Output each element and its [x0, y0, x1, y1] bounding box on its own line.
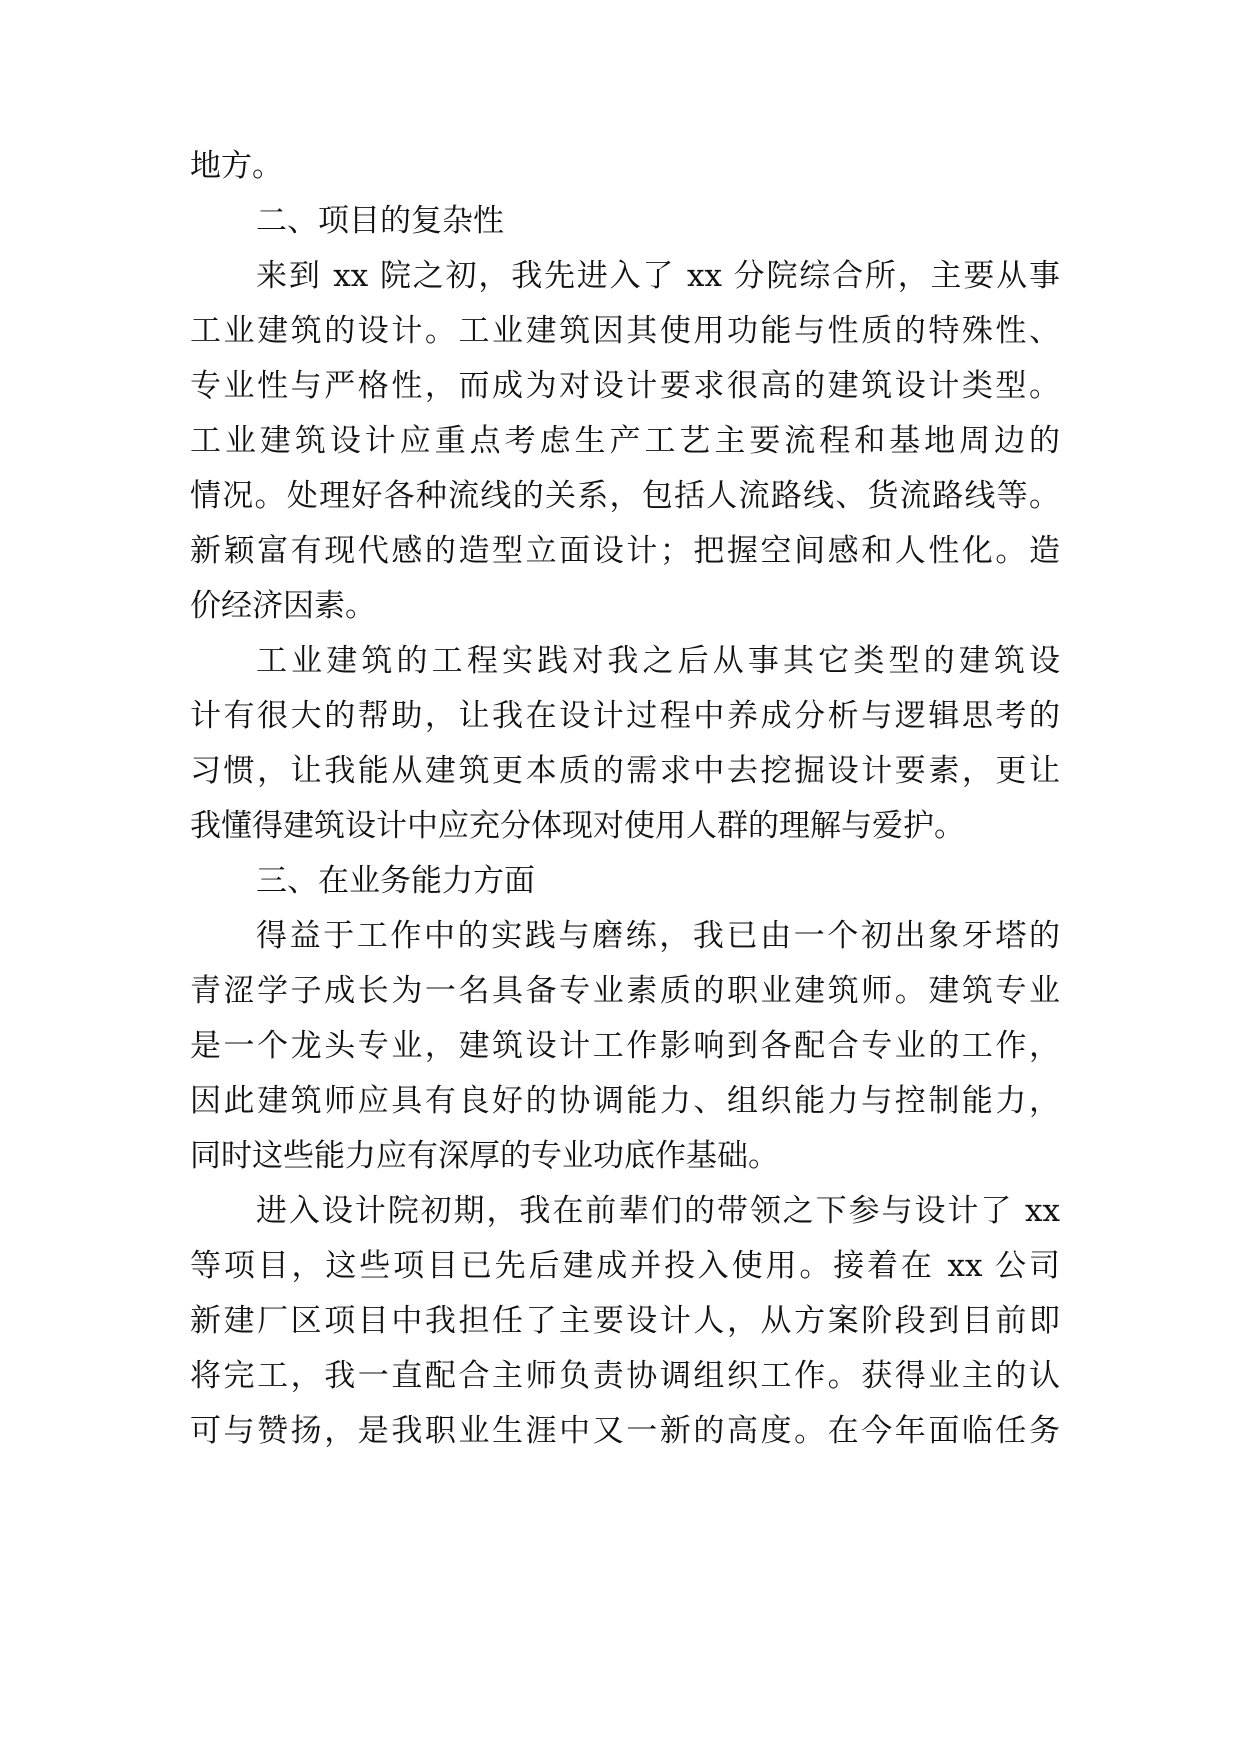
text-line: 工业建筑的工程实践对我之后从事其它类型的建筑设 — [256, 643, 1060, 679]
text-line: 专业性与严格性，而成为对设计要求很高的建筑设计类型。 — [190, 368, 1060, 404]
text-line: 同时这些能力应有深厚的专业功底作基础。 — [190, 1138, 779, 1174]
text-line: 因此建筑师应具有良好的协调能力、组织能力与控制能力， — [190, 1083, 1060, 1119]
text-line: 地方。 — [190, 148, 283, 184]
text-line: 是一个龙头专业，建筑设计工作影响到各配合专业的工作， — [190, 1028, 1060, 1064]
text-line: 来到 xx 院之初，我先进入了 xx 分院综合所，主要从事 — [256, 258, 1060, 294]
section-heading: 二、项目的复杂性 — [256, 203, 504, 239]
text-line: 可与赞扬，是我职业生涯中又一新的高度。在今年面临任务 — [190, 1413, 1060, 1449]
text-line: 情况。处理好各种流线的关系，包括人流路线、货流路线等。 — [190, 478, 1060, 514]
text-line: 新建厂区项目中我担任了主要设计人，从方案阶段到目前即 — [190, 1303, 1060, 1339]
text-line: 计有很大的帮助，让我在设计过程中养成分析与逻辑思考的 — [190, 698, 1060, 734]
text-line: 价经济因素。 — [190, 588, 376, 624]
text-line: 习惯，让我能从建筑更本质的需求中去挖掘设计要素，更让 — [190, 753, 1060, 789]
text-line: 青涩学子成长为一名具备专业素质的职业建筑师。建筑专业 — [190, 973, 1060, 1009]
text-line: 进入设计院初期，我在前辈们的带领之下参与设计了 xx — [256, 1193, 1060, 1229]
section-heading: 三、在业务能力方面 — [256, 863, 535, 899]
text-line: 我懂得建筑设计中应充分体现对使用人群的理解与爱护。 — [190, 808, 965, 844]
text-line: 新颖富有现代感的造型立面设计；把握空间感和人性化。造 — [190, 533, 1060, 569]
text-line: 将完工，我一直配合主师负责协调组织工作。获得业主的认 — [190, 1358, 1060, 1394]
text-line: 等项目，这些项目已先后建成并投入使用。接着在 xx 公司 — [190, 1248, 1060, 1284]
text-line: 工业建筑设计应重点考虑生产工艺主要流程和基地周边的 — [190, 423, 1060, 459]
text-line: 工业建筑的设计。工业建筑因其使用功能与性质的特殊性、 — [190, 313, 1060, 349]
text-line: 得益于工作中的实践与磨练，我已由一个初出象牙塔的 — [256, 918, 1060, 954]
